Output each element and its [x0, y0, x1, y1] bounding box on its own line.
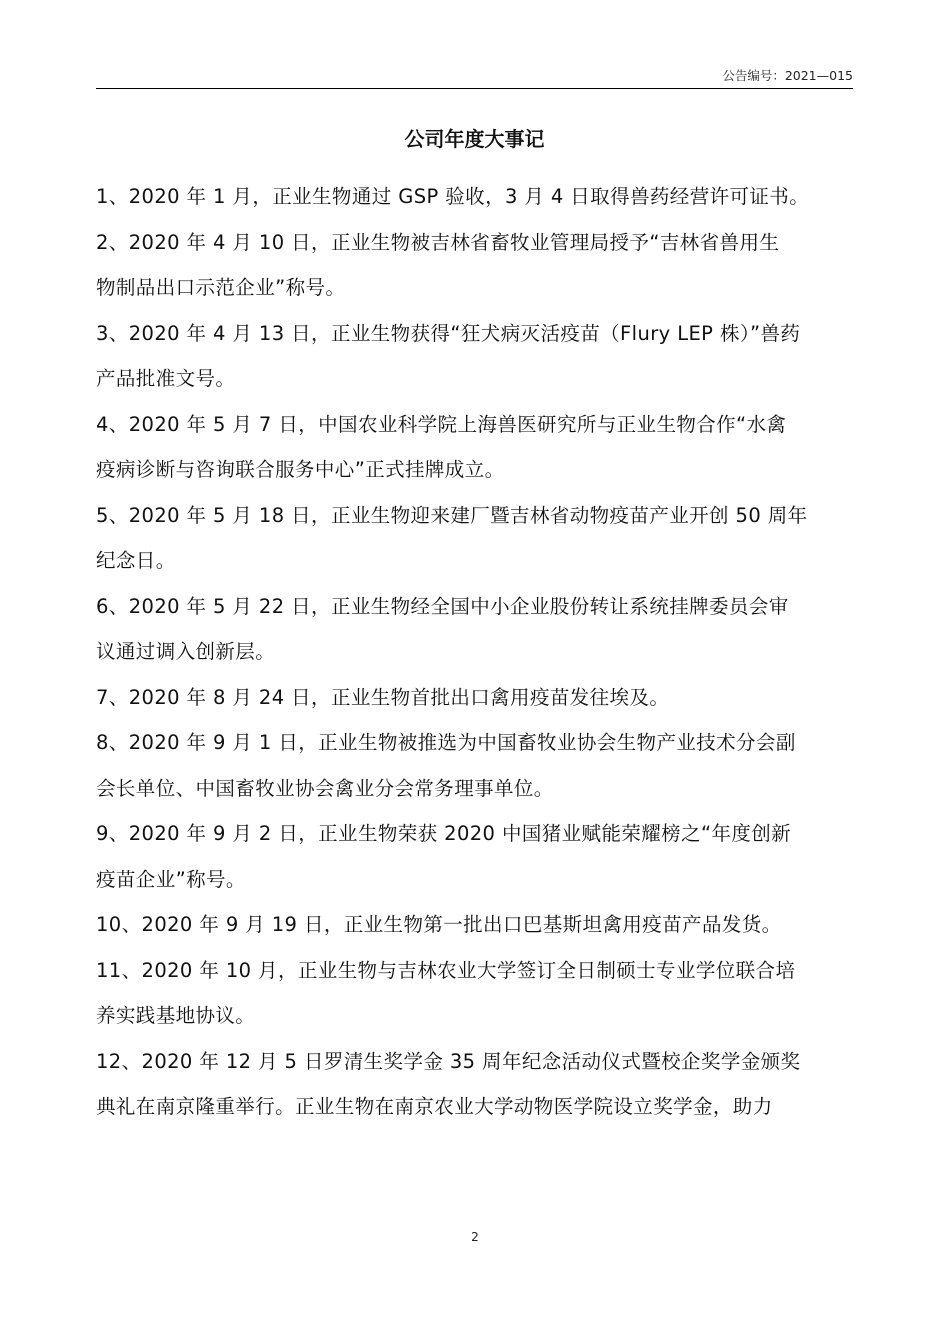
event-text-line: 6、2020 年 5 月 22 日，正业生物经全国中小企业股份转让系统挂牌委员会审 [96, 594, 789, 618]
page-title: 公司年度大事记 [404, 127, 545, 151]
event-item [96, 220, 853, 311]
announcement-number: 公告编号：2021—015 [722, 68, 853, 83]
page-header [96, 60, 853, 89]
event-text-line: 疫苗企业”称号。 [96, 867, 246, 891]
event-item [96, 311, 853, 402]
event-text-line: 11、2020 年 10 月，正业生物与吉林农业大学签订全日制硕士专业学位联合培 [96, 958, 796, 982]
event-item [96, 174, 853, 220]
event-item [96, 811, 853, 902]
event-text-line: 产品批准文号。 [96, 367, 236, 390]
event-item [96, 584, 853, 675]
event-text-line: 疫病诊断与咨询联合服务中心”正式挂牌成立。 [96, 458, 505, 481]
event-text-line: 10、2020 年 9 月 19 日，正业生物第一批出口巴基斯坦禽用疫苗产品发货。 [96, 913, 782, 936]
event-text-line: 4、2020 年 5 月 7 日，中国农业科学院上海兽医研究所与正业生物合作“水禽 [96, 412, 787, 436]
event-text-line: 养实践基地协议。 [96, 1004, 256, 1027]
event-text-line: 9、2020 年 9 月 2 日，正业生物荣获 2020 中国猪业赋能荣耀榜之“年度创新 [96, 822, 792, 845]
event-text-line: 纪念日。 [96, 549, 176, 572]
event-item [96, 720, 853, 811]
event-text-line: 物制品出口示范企业”称号。 [96, 276, 346, 299]
event-item [96, 902, 853, 948]
event-list [96, 174, 853, 1130]
event-item [96, 948, 853, 1039]
event-text-line: 2、2020 年 4 月 10 日，正业生物被吉林省畜牧业管理局授予“吉林省兽用生 [96, 230, 780, 254]
event-text-line: 3、2020 年 4 月 13 日，正业生物获得“狂犬病灭活疫苗（Flury LEP 株）”兽药 [96, 321, 801, 345]
event-text-line: 8、2020 年 9 月 1 日，正业生物被推选为中国畜牧业协会生物产业技术分会副 [96, 731, 796, 754]
event-item [96, 675, 853, 721]
event-item [96, 493, 853, 584]
event-text-line: 12、2020 年 12 月 5 日罗清生奖学金 35 周年纪念活动仪式暨校企奖学金颁奖 [96, 1049, 801, 1073]
page-number: 2 [471, 1230, 479, 1244]
event-text-line: 议通过调入创新层。 [96, 640, 276, 663]
event-item [96, 1039, 853, 1130]
event-text-line: 1、2020 年 1 月，正业生物通过 GSP 验收，3 月 4 日取得兽药经营许可证书。 [96, 185, 810, 208]
event-text-line: 7、2020 年 8 月 24 日，正业生物首批出口禽用疫苗发往埃及。 [96, 685, 670, 709]
event-text-line: 会长单位、中国畜牧业协会禽业分会常务理事单位。 [96, 776, 554, 800]
event-item [96, 402, 853, 493]
event-text-line: 5、2020 年 5 月 18 日，正业生物迎来建厂暨吉林省动物疫苗产业开创 50 周年 [96, 503, 808, 527]
event-text-line: 典礼在南京隆重举行。正业生物在南京农业大学动物医学院设立奖学金，助力 [96, 1095, 773, 1118]
